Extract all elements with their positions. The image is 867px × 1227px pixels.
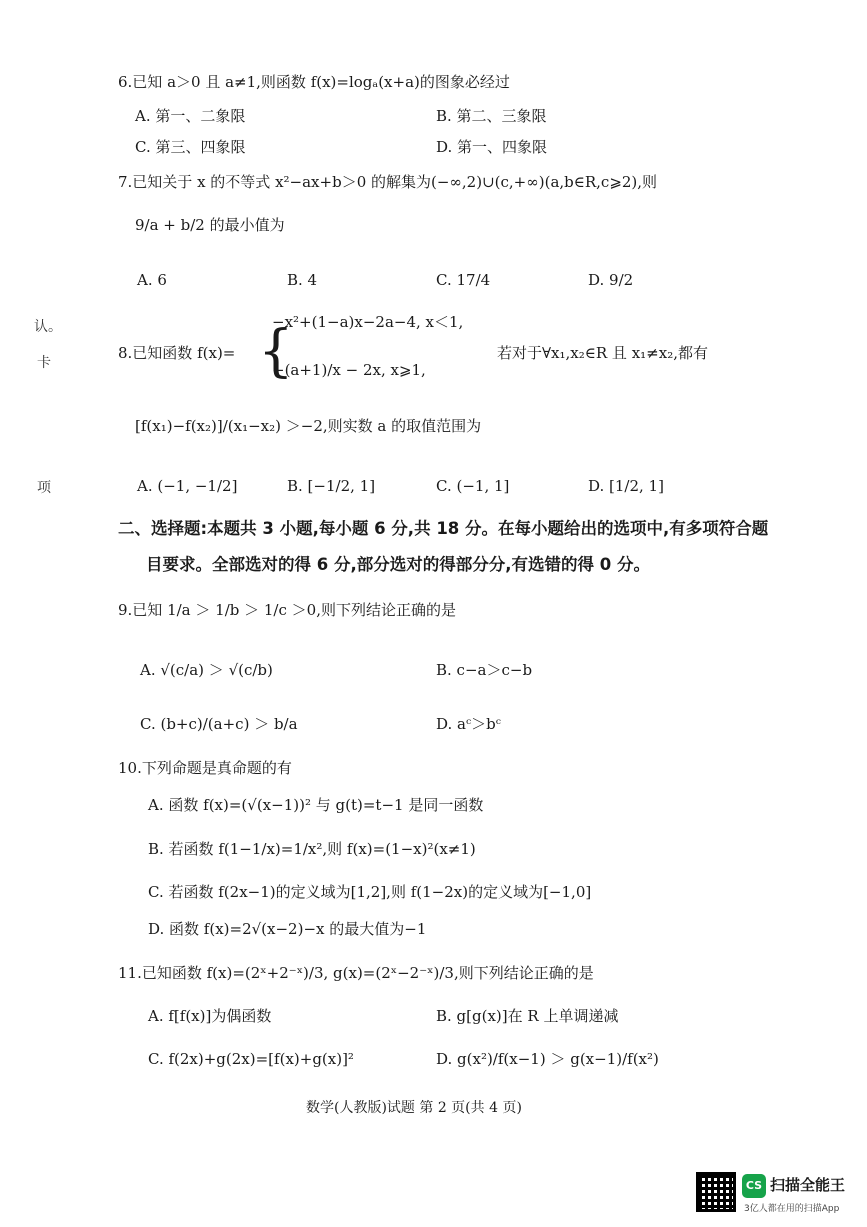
question-8-stem-suffix: 若对于∀x₁,x₂∈R 且 x₁≠x₂,都有: [497, 344, 708, 362]
q9-option-c: C. (b+c)/(a+c) ＞ b/a: [140, 715, 298, 733]
q10-option-c: C. 若函数 f(2x−1)的定义域为[1,2],则 f(1−2x)的定义域为[−1,0]: [148, 883, 592, 901]
q8-option-c: C. (−1, 1]: [436, 477, 510, 495]
margin-mark: 卡: [37, 355, 51, 371]
q10-option-b: B. 若函数 f(1−1/x)=1/x²,则 f(x)=(1−x)²(x≠1): [148, 840, 476, 858]
q8-option-a: A. (−1, −1/2]: [137, 477, 238, 495]
margin-mark: 认。: [34, 319, 62, 335]
q6-option-d: D. 第一、四象限: [436, 138, 548, 156]
margin-mark: 项: [37, 480, 51, 496]
section-2-instructions-line-2: 目要求。全部选对的得 6 分,部分选对的得部分分,有选错的得 0 分。: [146, 555, 650, 574]
q10-option-d: D. 函数 f(x)=2√(x−2)−x 的最大值为−1: [148, 920, 427, 938]
camscanner-logo-icon: CS: [742, 1174, 766, 1198]
q11-option-b: B. g[g(x)]在 R 上单调递减: [436, 1007, 619, 1025]
q8-piece-1: −x²+(1−a)x−2a−4, x＜1,: [272, 313, 464, 331]
question-7-stem-continued: 9/a + b/2 的最小值为: [135, 216, 285, 234]
q11-option-a: A. f[f(x)]为偶函数: [148, 1007, 272, 1025]
q7-option-c: C. 17/4: [436, 271, 491, 289]
question-8-stem-prefix: 8.已知函数 f(x)=: [118, 344, 236, 362]
page-footer: 数学(人教版)试题 第 2 页(共 4 页): [306, 1100, 522, 1116]
q6-option-a: A. 第一、二象限: [135, 107, 246, 125]
q7-option-b: B. 4: [287, 271, 318, 289]
q8-option-d: D. [1/2, 1]: [588, 477, 664, 495]
q7-option-d: D. 9/2: [588, 271, 634, 289]
q9-option-d: D. aᶜ＞bᶜ: [436, 715, 501, 733]
q7-option-a: A. 6: [137, 271, 167, 289]
section-2-instructions-line-1: 二、选择题:本题共 3 小题,每小题 6 分,共 18 分。在每小题给出的选项中,有多项符合题: [118, 519, 769, 538]
question-11-stem: 11.已知函数 f(x)=(2ˣ+2⁻ˣ)/3, g(x)=(2ˣ−2⁻ˣ)/3,则下列结论正确的是: [118, 964, 594, 982]
q11-option-d: D. g(x²)/f(x−1) ＞ g(x−1)/f(x²): [436, 1050, 659, 1068]
piecewise-brace: {: [258, 319, 294, 384]
qr-code-icon: [696, 1172, 736, 1212]
question-6-stem: 6.已知 a＞0 且 a≠1,则函数 f(x)=logₐ(x+a)的图象必经过: [118, 73, 510, 91]
question-9-stem: 9.已知 1/a ＞ 1/b ＞ 1/c ＞0,则下列结论正确的是: [118, 601, 456, 619]
q9-option-a: A. √(c/a) ＞ √(c/b): [140, 661, 273, 679]
question-10-stem: 10.下列命题是真命题的有: [118, 759, 292, 777]
q8-piece-2: −(a+1)/x − 2x, x⩾1,: [272, 361, 426, 379]
q6-option-b: B. 第二、三象限: [436, 107, 547, 125]
q9-option-b: B. c−a＞c−b: [436, 661, 533, 679]
question-8-stem-continued: [f(x₁)−f(x₂)]/(x₁−x₂) ＞−2,则实数 a 的取值范围为: [135, 417, 482, 435]
q6-option-c: C. 第三、四象限: [135, 138, 246, 156]
q8-option-b: B. [−1/2, 1]: [287, 477, 376, 495]
q10-option-a: A. 函数 f(x)=(√(x−1))² 与 g(t)=t−1 是同一函数: [148, 796, 484, 814]
q11-option-c: C. f(2x)+g(2x)=[f(x)+g(x)]²: [148, 1050, 354, 1068]
question-7-stem: 7.已知关于 x 的不等式 x²−ax+b＞0 的解集为(−∞,2)∪(c,+∞)(a,b∈R,c⩾2),则: [118, 173, 658, 191]
scanner-app-title: 扫描全能王: [770, 1176, 846, 1194]
scanner-app-subtitle: 3亿人都在用的扫描App: [744, 1204, 840, 1214]
